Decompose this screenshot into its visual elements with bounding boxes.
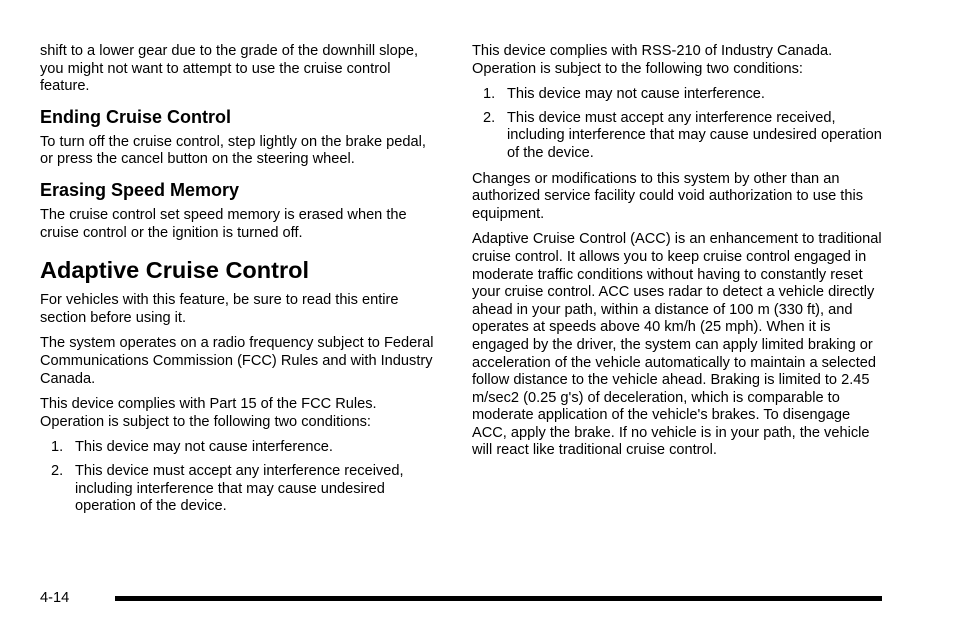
list-item-number: 2. [483,109,496,126]
list-item [472,110,882,163]
changes-paragraph: Changes or modifications to this system by other than an authorized service facility could void authorization to use this equipment. [472,170,863,222]
fcc-conditions-list [40,439,442,515]
erasing-speed-memory-paragraph: The cruise control set speed memory is erased when the cruise control or the ignition is turned off. [40,206,407,241]
ending-cruise-control-paragraph: To turn off the cruise control, step lightly on the brake pedal, or press the cancel button on the steering wheel. [40,133,426,168]
fcc-paragraph: The system operates on a radio frequency subject to Federal Communications Commission (FCC) Rules and with Industry Canada. [40,335,434,387]
list-item [40,463,442,516]
list-item [472,86,882,104]
list-item-number: 1. [51,439,64,456]
adaptive-cruise-control-heading: Adaptive Cruise Control [40,257,309,284]
list-item [40,439,442,457]
rss-conditions-list [472,86,882,162]
list-item-text: This device may not cause interference. [75,439,333,456]
list-item-number: 2. [51,462,64,479]
list-item-text: This device must accept any interference received, including interference that may cause undesired operation of the device. [75,462,404,515]
right-column [472,43,882,468]
erasing-speed-memory-heading: Erasing Speed Memory [40,179,240,200]
rss-paragraph: This device complies with RSS-210 of Industry Canada. Operation is subject to the following two conditions: [472,43,833,77]
footer-rule [115,596,882,601]
acc-description-paragraph: Adaptive Cruise Control (ACC) is an enhancement to traditional cruise control. It allows you to keep cruise control engaged in moderate traffic conditions without having to constantly reset your cruise control. ACC uses radar to detect a vehicle directly ahead in your path, within a distance of 100 m (330 ft), and operates at speeds above 40 km/h (25 mph). When it is engaged by the driver, the system can apply limited braking or acceleration of the vehicle automatically to maintain a selected follow distance to the vehicle ahead. Braking is limited to 2.45 m/sec2 (0.25 g's) of deceleration, which is comparable to moderate application of the vehicle's brakes. To disengage ACC, apply the brake. If no vehicle is in your path, the vehicle will react like traditional cruise control. [472,231,882,459]
ending-cruise-control-heading: Ending Cruise Control [40,106,231,127]
left-column [40,43,442,524]
list-item-text: This device may not cause interference. [507,86,765,103]
part15-paragraph: This device complies with Part 15 of the FCC Rules. Operation is subject to the following two conditions: [40,396,377,430]
page-number: 4-14 [40,590,70,606]
acc-intro-paragraph: For vehicles with this feature, be sure to read this entire section before using it. [40,292,399,326]
list-item-text: This device must accept any interference received, including interference that may cause undesired operation of the device. [507,109,882,161]
list-item-number: 1. [483,86,496,103]
intro-paragraph: shift to a lower gear due to the grade of the downhill slope, you might not want to attempt to use the cruise control feature. [40,43,419,95]
